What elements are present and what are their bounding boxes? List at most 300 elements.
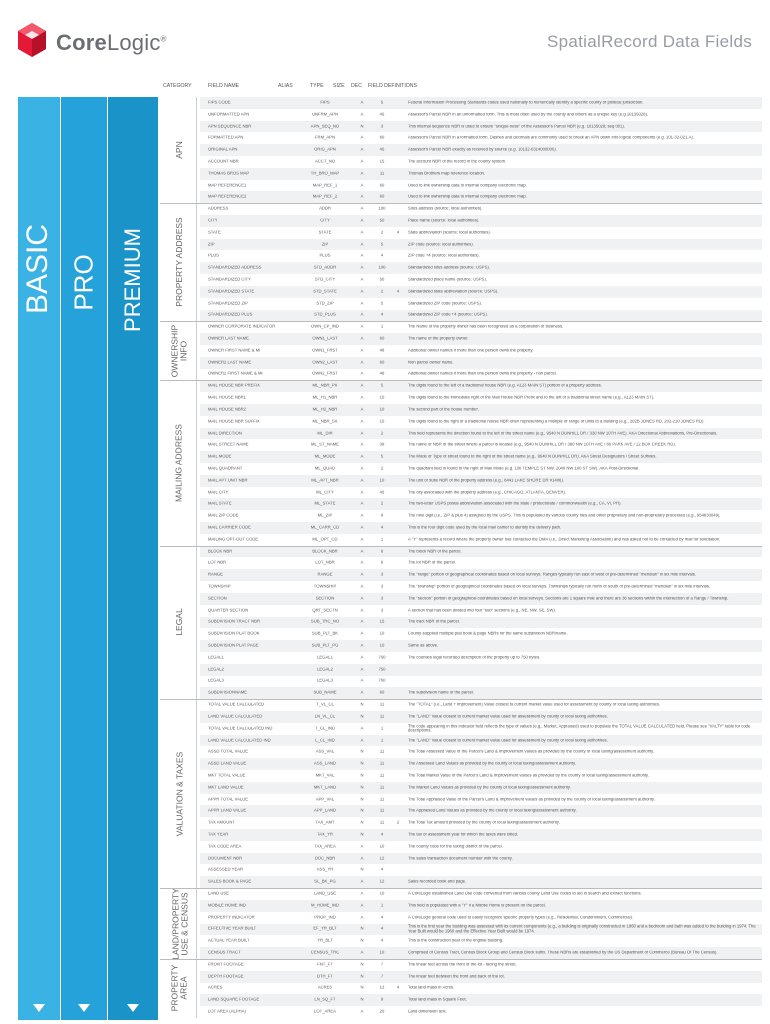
size-cell: 20 bbox=[379, 1009, 385, 1014]
table-row bbox=[200, 758, 762, 770]
type-cell: A bbox=[360, 915, 364, 920]
type-cell: N bbox=[360, 773, 364, 778]
type-cell: N bbox=[360, 702, 364, 707]
alias-cell: ML_CITY bbox=[316, 490, 334, 495]
definition-cell: The "TOTAL" (i.e., Land + Improvement) Value closest to current market value used for assessment by county or local taxing authorities. bbox=[408, 702, 661, 707]
field-name-cell: MAIL CITY bbox=[208, 490, 229, 495]
field-name-cell: LAND USE bbox=[208, 891, 229, 896]
type-cell: A bbox=[360, 620, 364, 625]
size-cell: 6 bbox=[380, 549, 384, 554]
table-row bbox=[200, 345, 762, 357]
alias-cell: ML_OPT_CD bbox=[312, 537, 338, 542]
size-cell: 9 bbox=[380, 997, 384, 1002]
type-cell: A bbox=[360, 336, 364, 341]
field-name-cell: RANGE bbox=[208, 572, 223, 577]
type-cell: A bbox=[360, 454, 364, 459]
size-cell: 2 bbox=[380, 502, 384, 507]
type-cell: A bbox=[360, 596, 364, 601]
table-row bbox=[200, 298, 762, 310]
brand-name bbox=[56, 30, 167, 56]
definition-cell: The city associated with the property address (e.g., CHICAGO, ATLANTA, DENVER). bbox=[408, 490, 567, 495]
size-cell: 3 bbox=[380, 584, 384, 589]
category-label-block bbox=[163, 321, 197, 380]
field-name-cell: PROPERTY INDICATOR bbox=[208, 915, 255, 920]
type-cell: A bbox=[360, 277, 364, 282]
alias-cell: ML_STATE bbox=[314, 502, 336, 507]
type-cell: N bbox=[360, 750, 364, 755]
type-cell: A bbox=[360, 324, 364, 329]
dec-cell: 4 bbox=[396, 230, 400, 235]
field-name-cell: OWNER LAST NAME bbox=[208, 336, 249, 341]
category-label: PROPERTY AREA bbox=[169, 965, 189, 1012]
table-row bbox=[200, 227, 762, 239]
alias-cell: LEGAL3 bbox=[317, 679, 333, 684]
size-cell: 11 bbox=[379, 750, 385, 755]
alias-cell: SUB_PLT_PG bbox=[311, 643, 339, 648]
field-name-cell: LEGAL2 bbox=[208, 667, 224, 672]
size-cell: 10 bbox=[379, 395, 385, 400]
table-row bbox=[200, 817, 762, 829]
alias-cell: ADDR bbox=[319, 206, 331, 211]
alias-cell: STATE bbox=[318, 230, 332, 235]
type-cell: A bbox=[360, 679, 364, 684]
type-cell: A bbox=[360, 242, 364, 247]
field-name-cell: TOTAL VALUE CALCULATED bbox=[208, 702, 265, 707]
alias-cell: LEGAL1 bbox=[317, 655, 333, 660]
type-cell: N bbox=[360, 832, 364, 837]
alias-cell: CENSUS_TRC bbox=[310, 950, 340, 955]
category-divider bbox=[160, 699, 762, 700]
table-header bbox=[160, 80, 762, 92]
tier-basic-label: BASIC bbox=[21, 223, 54, 314]
category-label-block bbox=[163, 699, 197, 888]
field-name-cell: APPR LAND VALUE bbox=[208, 809, 247, 814]
type-cell: A bbox=[360, 159, 364, 164]
field-name-cell: LAND VALUE CALCULATED bbox=[208, 714, 263, 719]
size-cell: 750 bbox=[378, 655, 386, 660]
size-cell: 45 bbox=[379, 112, 385, 117]
definition-cell: Sales recorded book and page. bbox=[408, 879, 467, 884]
type-cell: A bbox=[360, 726, 364, 731]
definition-cell: Total land mass in Acres. bbox=[408, 986, 455, 991]
definition-cell: The block NBR of the parcel. bbox=[408, 549, 462, 554]
type-cell: A bbox=[360, 136, 364, 141]
col-field-name: FIELD NAME bbox=[208, 83, 240, 89]
size-cell: 13 bbox=[379, 986, 385, 991]
size-cell: 45 bbox=[379, 147, 385, 152]
field-name-cell: TAX AMOUNT bbox=[208, 820, 235, 825]
definition-cell: Situs address (source: local authorities). bbox=[408, 206, 483, 211]
type-cell: N bbox=[360, 797, 364, 802]
table-row bbox=[200, 416, 762, 428]
alias-cell: SUB_PLT_BK bbox=[311, 631, 339, 636]
alias-cell: ML_QUAD bbox=[314, 466, 336, 471]
size-cell: 2 bbox=[380, 289, 384, 294]
table-row bbox=[200, 971, 762, 983]
page-title: SpatialRecord Data Fields bbox=[547, 32, 752, 51]
type-cell: N bbox=[360, 820, 364, 825]
alias-cell: ML_NBR_SX bbox=[312, 419, 338, 424]
field-name-cell: OWNER2 LAST NAME bbox=[208, 360, 252, 365]
table-row bbox=[200, 251, 762, 263]
table-row bbox=[200, 723, 762, 735]
type-cell: A bbox=[360, 1009, 364, 1014]
alias-cell: T_VL_CL bbox=[316, 702, 334, 707]
table-row bbox=[200, 510, 762, 522]
alias-cell: CITY bbox=[320, 218, 330, 223]
tier-pro-label: PRO bbox=[68, 254, 99, 311]
type-cell: A bbox=[360, 301, 364, 306]
size-cell: 1 bbox=[380, 324, 384, 329]
definition-cell: The unit or suite NBR of the property address (e.g., 8441 LAKE SHORE DR #1406). bbox=[408, 478, 564, 483]
definition-cell: County-supplied multiple plat book & page NBRs for the same subdivision NBR/name. bbox=[408, 631, 568, 636]
alias-cell: OWN2_LAST bbox=[312, 360, 338, 365]
type-cell: N bbox=[360, 927, 364, 932]
definition-cell: The Mode or Type of street found to the right of the street name (e.g., 9540 N DUNHILL DR). AKA Street Designators / Street Suffixes. bbox=[408, 454, 657, 459]
size-cell: 4 bbox=[380, 254, 384, 259]
definition-cell: This is the construction year of the original building. bbox=[408, 938, 504, 943]
table-row bbox=[200, 924, 762, 936]
table-row bbox=[200, 605, 762, 617]
table-row bbox=[200, 900, 762, 912]
field-name-cell: ZIP bbox=[208, 242, 215, 247]
size-cell: 60 bbox=[379, 136, 385, 141]
definition-cell: The nine digit (i.e., ZIP & plus 4) assigned by the USPS. This is populated by various county files and other proprietary and non-proprietary processes (e.g., 954830049). bbox=[408, 513, 721, 518]
table-row bbox=[200, 156, 762, 168]
definition-cell: This internal sequence NBR is used to ensure "unique-ness" of the Assessor's Parcel NBR (e.g. 10135028; seq 001). bbox=[408, 124, 625, 129]
type-cell: A bbox=[360, 195, 364, 200]
field-name-cell: TAX YEAR bbox=[208, 832, 229, 837]
table-row bbox=[200, 203, 762, 215]
size-cell: 10 bbox=[379, 950, 385, 955]
definition-cell: The quadrant field is found to the right of Mail Mode (e.g. 100 TEMPLE ST NW, 2040 NW 100 ST SW). AKA Post-Directional. bbox=[408, 466, 640, 471]
type-cell: A bbox=[360, 443, 364, 448]
definition-cell: The tract NBR of the parcel. bbox=[408, 620, 460, 625]
definition-cell: The Assessed Land Values as provided by the county or local taxing/assessment authority. bbox=[408, 761, 576, 766]
definition-cell: Same as above. bbox=[408, 643, 439, 648]
table-row bbox=[200, 640, 762, 652]
field-name-cell: THOMAS BROS MAP bbox=[208, 171, 250, 176]
definition-cell: State abbreviation (source: local authorities). bbox=[408, 230, 491, 235]
alias-cell: APP_VAL bbox=[315, 797, 335, 802]
field-name-cell: ADDRESS bbox=[208, 206, 229, 211]
definition-cell: Standardized ZIP code (source: USPS). bbox=[408, 301, 482, 306]
type-cell: A bbox=[360, 206, 364, 211]
type-cell: A bbox=[360, 218, 364, 223]
field-name-cell: TOWNSHIP bbox=[208, 584, 231, 589]
definition-cell: Standardized state abbreviation (source: USPS). bbox=[408, 289, 499, 294]
alias-cell: PLUS bbox=[319, 254, 331, 259]
category-label: LEGAL bbox=[174, 608, 185, 637]
size-cell: 11 bbox=[379, 773, 385, 778]
field-name-cell: CITY bbox=[208, 218, 218, 223]
field-name-cell: LOT AREA (ALPHA) bbox=[208, 1009, 246, 1014]
table-row bbox=[200, 912, 762, 924]
type-cell: A bbox=[360, 738, 364, 743]
definition-cell: The county code for the taxing district of the parcel. bbox=[408, 844, 503, 849]
type-cell: A bbox=[360, 372, 364, 377]
type-cell: N bbox=[360, 997, 364, 1002]
definition-cell: Standardized place name (source: USPS). bbox=[408, 277, 487, 282]
field-name-cell: SUBDIVISION PLAT BOOK bbox=[208, 631, 260, 636]
table-row bbox=[200, 439, 762, 451]
table-row bbox=[200, 369, 762, 381]
table-row bbox=[200, 487, 762, 499]
field-name-cell: FIPS CODE bbox=[208, 100, 231, 105]
category-divider bbox=[160, 321, 762, 322]
size-cell: 10 bbox=[379, 419, 385, 424]
definition-cell: The Appraised Land Values as provided by the county or local taxing/assessment authority. bbox=[408, 809, 577, 814]
field-name-cell: ASSD LAND VALUE bbox=[208, 761, 247, 766]
field-name-cell: LEGAL1 bbox=[208, 655, 224, 660]
tier-premium-band bbox=[108, 97, 158, 1020]
definition-cell: The linear feet across the front of the lot - facing the street. bbox=[408, 962, 517, 967]
definition-cell: This field is populated with a "Y" if a Mobile Home is present on the parcel. bbox=[408, 903, 546, 908]
alias-cell: UNFRM_APN bbox=[311, 112, 339, 117]
size-cell: 4 bbox=[380, 832, 384, 837]
category-label-block bbox=[163, 546, 197, 700]
size-cell: 11 bbox=[379, 785, 385, 790]
table-row bbox=[200, 380, 762, 392]
type-cell: N bbox=[360, 938, 364, 943]
alias-cell: ACCT_NO bbox=[314, 159, 335, 164]
size-cell: 48 bbox=[379, 372, 385, 377]
alias-cell: OWN2_FRST bbox=[312, 372, 338, 377]
field-name-cell: EFFECTIVE YEAR BUILT bbox=[208, 927, 257, 932]
size-cell: 11 bbox=[379, 702, 385, 707]
alias-cell: ASS_VAL bbox=[315, 750, 335, 755]
alias-cell: STD_ADDR bbox=[313, 265, 337, 270]
field-name-cell: DEPTH FOOTAGE bbox=[208, 974, 244, 979]
table-row bbox=[200, 168, 762, 180]
type-cell: A bbox=[360, 360, 364, 365]
type-cell: A bbox=[360, 466, 364, 471]
table-row bbox=[200, 333, 762, 345]
table-row bbox=[200, 853, 762, 865]
definition-cell: Used to link ownership data to internal company electronic map. bbox=[408, 183, 527, 188]
definition-cell: The Total Market Value of the Parcel's Land & Improvement values as provided by the county or local taxing/assessment authority. bbox=[408, 773, 650, 778]
table-row bbox=[200, 321, 762, 333]
type-cell: A bbox=[360, 655, 364, 660]
definition-cell: Place name (source: local authorities). bbox=[408, 218, 480, 223]
type-cell: A bbox=[360, 513, 364, 518]
size-cell: 11 bbox=[379, 171, 385, 176]
type-cell: A bbox=[360, 383, 364, 388]
definition-cell: Total land mass in Square Feet. bbox=[408, 997, 467, 1002]
definition-cell: A CoreLogic established Land Use code converted from various county Land Use codes to aid in search and extract functions. bbox=[408, 891, 642, 896]
definition-cell: The tax or assessment year for which the taxes were billed. bbox=[408, 832, 519, 837]
table-row bbox=[200, 888, 762, 900]
definition-cell: Assessor's Parcel NBR in a formatted form. Dashes and decimals are commonly used to break an APN down into logical components (e.g. 101-32-021.A). bbox=[408, 136, 694, 141]
type-cell: A bbox=[360, 584, 364, 589]
field-name-cell: LAND VALUE CALCULATED IND bbox=[208, 738, 271, 743]
size-cell: 1 bbox=[380, 726, 384, 731]
size-cell: 15 bbox=[379, 620, 385, 625]
table-row bbox=[200, 865, 762, 877]
category-label-block bbox=[163, 203, 197, 321]
field-name-cell: STANDARDIZED CITY bbox=[208, 277, 251, 282]
table-row bbox=[200, 534, 762, 546]
size-cell: 1 bbox=[380, 903, 384, 908]
brand-registered: ® bbox=[160, 34, 167, 44]
definition-cell: The Market Land Values as provided by the county or local taxing/assessment authority. bbox=[408, 785, 571, 790]
alias-cell: QRT_SECTN bbox=[312, 608, 338, 613]
table-row bbox=[200, 475, 762, 487]
field-name-cell: MAIL HOUSE NBR2 bbox=[208, 407, 247, 412]
field-name-cell: SECTION bbox=[208, 596, 227, 601]
table-row bbox=[200, 617, 762, 629]
alias-cell: FRM_APN bbox=[314, 136, 335, 141]
field-name-cell: ORIGINAL APN bbox=[208, 147, 238, 152]
alias-cell: DOC_NBR bbox=[314, 856, 336, 861]
alias-cell: T_CL_IND bbox=[315, 726, 335, 731]
definition-cell: The account NBR of the record in the county system. bbox=[408, 159, 507, 164]
definition-cell: The lot NBR of the parcel. bbox=[408, 561, 457, 566]
size-cell: 750 bbox=[378, 679, 386, 684]
corelogic-hex-icon bbox=[16, 22, 48, 58]
field-name-cell: MAIL STREET NAME bbox=[208, 443, 249, 448]
size-cell: 100 bbox=[378, 265, 386, 270]
brand-core: Core bbox=[56, 30, 107, 55]
type-cell: A bbox=[360, 348, 364, 353]
table-row bbox=[200, 392, 762, 404]
size-cell: 3 bbox=[380, 596, 384, 601]
size-cell: 9 bbox=[380, 513, 384, 518]
definition-cell: Thomas Brothers map reference location. bbox=[408, 171, 486, 176]
definition-cell: A CoreLogic general code used to easily recognize specific property types (e.g., Residential, Condominium, Commercial). bbox=[408, 915, 634, 920]
category-label-block bbox=[163, 959, 197, 1018]
type-cell: A bbox=[360, 879, 364, 884]
field-name-cell: ACCOUNT NBR bbox=[208, 159, 239, 164]
table-row bbox=[200, 215, 762, 227]
table-row bbox=[200, 546, 762, 558]
table-row bbox=[200, 463, 762, 475]
type-cell: A bbox=[360, 631, 364, 636]
type-cell: A bbox=[360, 431, 364, 436]
definition-cell: Additional owner names if more than one person owns the property. bbox=[408, 348, 534, 353]
category-label: LAND/PROPERTY USE & CENSUS bbox=[169, 887, 189, 960]
category-divider bbox=[160, 959, 762, 960]
table-row bbox=[200, 959, 762, 971]
definition-cell: Comprised of Census Tract, Census Block Group and Census Block suffix. These NBRs are established by the US Department of Commerce (Bureau Of The Census). bbox=[408, 950, 718, 955]
definition-cell: The subdivision name of the parcel. bbox=[408, 690, 475, 695]
field-name-cell: MAIL ZIP CODE bbox=[208, 513, 239, 518]
size-cell: 60 bbox=[379, 336, 385, 341]
type-cell: A bbox=[360, 856, 364, 861]
size-cell: 10 bbox=[379, 478, 385, 483]
definition-cell: The "township" portion of geographical coordinates based on local surveys. Townships typically run north or south of pre-determined "meridian" in six mile intervals. bbox=[408, 584, 711, 589]
definition-cell: The Total Appraised Value of the Parcel's Land & Improvement values as provided by the county or local taxing/assessment authority. bbox=[408, 797, 655, 802]
table-row bbox=[200, 451, 762, 463]
size-cell: 1 bbox=[380, 738, 384, 743]
table-row bbox=[200, 286, 762, 298]
type-cell: A bbox=[360, 844, 364, 849]
size-cell: 10 bbox=[379, 844, 385, 849]
field-name-cell: TAX CODE AREA bbox=[208, 844, 242, 849]
alias-cell: ASS_YR bbox=[316, 868, 334, 873]
size-cell: 60 bbox=[379, 183, 385, 188]
alias-cell: ZIP bbox=[321, 242, 329, 247]
type-cell: N bbox=[360, 714, 364, 719]
alias-cell: FIPS bbox=[320, 100, 330, 105]
field-name-cell: MAIL HOUSE NBR1 bbox=[208, 395, 247, 400]
definition-cell: The "section" portion of geographical coordinates based on local surveys. Sections are 1 square mile and there are 36 sections within the intersection of a Range / Township. bbox=[408, 596, 729, 601]
table-row bbox=[200, 191, 762, 203]
field-name-cell: APN SEQUENCE NBR bbox=[208, 124, 252, 129]
field-name-cell: MAILING OPT-OUT CODE bbox=[208, 537, 259, 542]
field-name-cell: MAIL MODE bbox=[208, 454, 232, 459]
size-cell: 45 bbox=[379, 490, 385, 495]
size-cell: 7 bbox=[380, 974, 384, 979]
definition-cell: A section that has been divided into four "sub" sections (e.g., NE, NW, SE, SW). bbox=[408, 608, 556, 613]
alias-cell: APP_LAND bbox=[314, 809, 336, 814]
field-name-cell: STANDARDIZED ZIP bbox=[208, 301, 248, 306]
table-row bbox=[200, 310, 762, 322]
size-cell: 2 bbox=[380, 230, 384, 235]
definition-cell: Federal Information Processing Standards codes used nationally to numerically identify a specific county or political jurisdiction. bbox=[408, 100, 644, 105]
table-row bbox=[200, 652, 762, 664]
field-name-cell: UNFORMATTED APN bbox=[208, 112, 250, 117]
alias-cell: L_CL_IND bbox=[315, 738, 335, 743]
field-name-cell: MAIL HOUSE NBR PREFIX bbox=[208, 383, 260, 388]
size-cell: 5 bbox=[380, 383, 384, 388]
definition-cell: The digits found to the right of a traditional house NBR often representing a multiple or range of units to a building (e.g., 202B JONES RD, 202-210 JONES RD). bbox=[408, 419, 705, 424]
alias-cell: STD_ZIP bbox=[316, 301, 334, 306]
col-dec: DEC bbox=[351, 83, 362, 89]
definition-cell: Used to link ownership data to internal company electronic map. bbox=[408, 195, 527, 200]
type-cell: A bbox=[360, 891, 364, 896]
alias-cell: SL_BK_PG bbox=[314, 879, 336, 884]
size-cell: 11 bbox=[379, 761, 385, 766]
alias-cell: ML_APT_NBR bbox=[311, 478, 339, 483]
size-cell: 5 bbox=[380, 100, 384, 105]
type-cell: A bbox=[360, 608, 364, 613]
dec-cell: 2 bbox=[396, 820, 400, 825]
category-label: OWNERSHIP INFO bbox=[169, 324, 189, 378]
definition-cell: A "Y" represents a record where the property owner has contacted the DMA (i.e., Direct Marketing Association) and has asked not to be contacted by mail for solicitation. bbox=[408, 537, 721, 542]
type-cell: N bbox=[360, 809, 364, 814]
table-row bbox=[200, 664, 762, 676]
type-cell: A bbox=[360, 407, 364, 412]
col-category: CATEGORY bbox=[163, 83, 192, 89]
alias-cell: ML_DIR bbox=[317, 431, 333, 436]
definition-cell: The sales transaction document number with the county. bbox=[408, 856, 513, 861]
size-cell: 10 bbox=[379, 643, 385, 648]
size-cell: 4 bbox=[380, 868, 384, 873]
table-row bbox=[200, 805, 762, 817]
type-cell: A bbox=[360, 561, 364, 566]
alias-cell: LOT_NBR bbox=[315, 561, 335, 566]
size-cell: 3 bbox=[380, 572, 384, 577]
type-cell: A bbox=[360, 183, 364, 188]
table-row bbox=[200, 428, 762, 440]
definition-cell: Assessor's Parcel NBR exactly as received by source (e.g. 10132-0314000000). bbox=[408, 147, 557, 152]
size-cell: 5 bbox=[380, 301, 384, 306]
dec-cell: 4 bbox=[396, 289, 400, 294]
size-cell: 12 bbox=[379, 879, 385, 884]
alias-cell: TOWNSHIP bbox=[313, 584, 337, 589]
table-row bbox=[200, 841, 762, 853]
alias-cell: ML_MODE bbox=[314, 454, 336, 459]
type-cell: A bbox=[360, 254, 364, 259]
type-cell: A bbox=[360, 525, 364, 530]
field-name-cell: LEGAL3 bbox=[208, 679, 224, 684]
field-name-cell: STANDARDIZED STATE bbox=[208, 289, 255, 294]
table-row bbox=[200, 699, 762, 711]
field-name-cell: MAP REFERENCE2 bbox=[208, 195, 247, 200]
size-cell: 1 bbox=[380, 537, 384, 542]
field-name-cell: ACTUAL YEAR BUILT bbox=[208, 938, 250, 943]
